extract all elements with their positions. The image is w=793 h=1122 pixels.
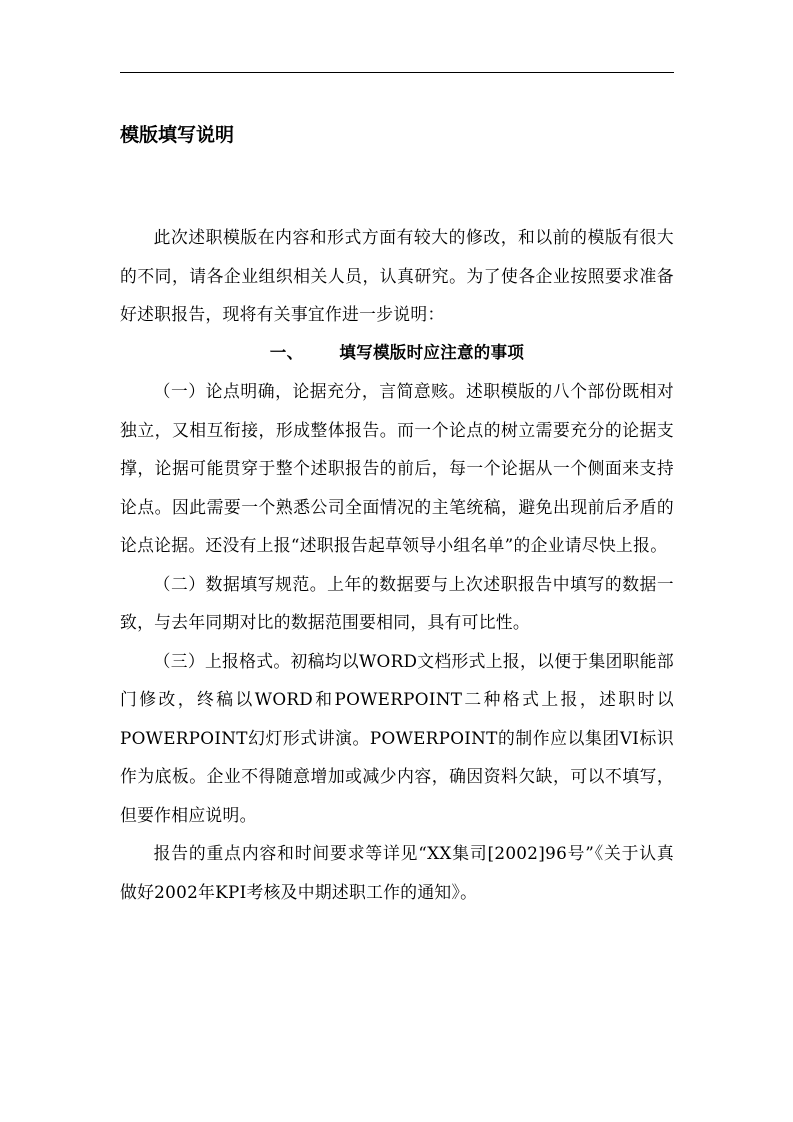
section-number: 一、 (269, 342, 304, 362)
intro-paragraph: 此次述职模版在内容和形式方面有较大的修改，和以前的模版有很大的不同，请各企业组织相关人员，认真研究。为了使各企业按照要求准备好述职报告，现将有关事宜作进一步说明： (120, 227, 674, 324)
section-heading (120, 334, 674, 373)
document-body (120, 218, 674, 911)
header-rule (120, 72, 674, 73)
section-title: 填写模版时应注意的事项 (339, 342, 525, 362)
closing-paragraph: 报告的重点内容和时间要求等详见“XX集司[2002]96号”《关于认真做好2002年KPI考核及中期述职工作的通知》。 (120, 843, 674, 902)
document-title: 模版填写说明 (120, 124, 235, 146)
item-paragraph-1: （一）论点明确，论据充分，言简意赅。述职模版的八个部份既相对独立，又相互衔接，形成整体报告。而一个论点的树立需要充分的论据支撑，论据可能贯穿于整个述职报告的前后，每一个论据从一个侧面来支持论点。因此需要一个熟悉公司全面情况的主笔统稿，避免出现前后矛盾的论点论据。还没有上报“述职报告起草领导小组名单”的企业请尽快上报。 (120, 381, 674, 555)
item-paragraph-2: （二）数据填写规范。上年的数据要与上次述职报告中填写的数据一致，与去年同期对比的数据范围要相同，具有可比性。 (120, 573, 674, 632)
item-paragraph-3: （三）上报格式。初稿均以WORD文档形式上报，以便于集团职能部门修改，终稿以WORD和POWERPOINT二种格式上报，述职时以POWERPOINT幻灯形式讲演。POWERPOINT的制作应以集团VI标识作为底板。企业不得随意增加或减少内容，确因资料欠缺，可以不填写，但要作相应说明。 (120, 650, 674, 825)
